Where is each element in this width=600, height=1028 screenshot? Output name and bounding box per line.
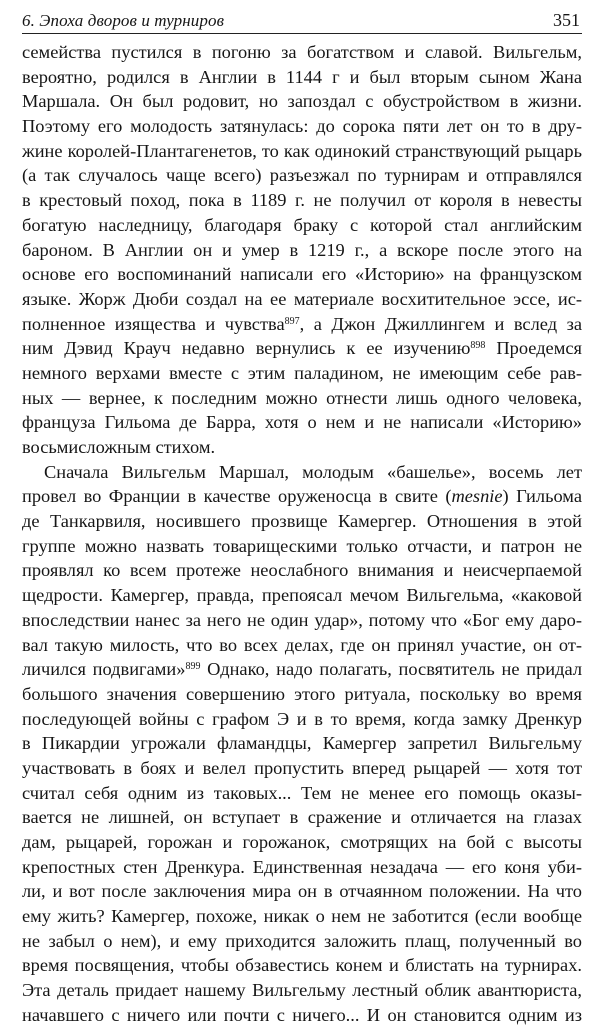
- text-line: [22, 410, 582, 435]
- text-line: [22, 953, 582, 978]
- text-line: [22, 929, 582, 954]
- text-line: [22, 707, 582, 732]
- text-line: [22, 608, 582, 633]
- text-line: [22, 65, 582, 90]
- line-text: де Танкарвиля, носившего прозвище Камергер. Отношения в этой: [22, 511, 582, 532]
- text-line: [22, 460, 582, 485]
- text-line: [22, 978, 582, 1003]
- line-text: вероятно, родился в Англии в 1144 г и был вторым сыном Жана: [22, 66, 582, 87]
- line-text: основе его воспоминаний написали его «Историю» на французском: [22, 264, 582, 285]
- line-text: личился подвигами»: [22, 659, 186, 680]
- line-text: большого значения совершению этого ритуала, поскольку во время: [22, 683, 582, 704]
- text-line: [22, 262, 582, 287]
- text-line: [22, 336, 582, 361]
- footnote-ref[interactable]: 897: [284, 315, 300, 327]
- text-line: [22, 238, 582, 263]
- text-line: [22, 731, 582, 756]
- text-line: [22, 756, 582, 781]
- line-text: вается не лишней, он вступает в сражение и отличается на глазах: [22, 807, 582, 828]
- text-line: [22, 1003, 582, 1028]
- line-text: последующей войны с графом Э и в то время, когда замку Дренкур: [22, 708, 582, 729]
- text-line: [22, 361, 582, 386]
- line-text: дам, рыцарей, горожан и горожанок, смотрящих на бой с высоты: [22, 832, 582, 852]
- text-line: [22, 534, 582, 559]
- line-text: (а так случалось чаще всего) разъезжал по турнирам и отправлялся: [22, 165, 582, 186]
- text-line: [22, 213, 582, 238]
- line-text: ных — вернее, к последним можно отнести лишь одного человека,: [22, 387, 582, 408]
- line-text-continued: Однако, надо полагать, посвятитель не придал: [200, 659, 582, 680]
- text-line: [22, 830, 582, 855]
- line-text: ли, и вот после заключения мира он в отчаянном положении. На что: [22, 881, 582, 902]
- line-text: семейства пустился в погоню за богатством и славой. Вильгельм,: [22, 42, 582, 62]
- line-text: начавшего с ничего или почти с ничего... И он становится одним из: [22, 1004, 582, 1025]
- line-text: время посвящения, чтобы обзавестись конем и блистать на турнирах.: [22, 955, 582, 976]
- line-text: бароном. В Англии он и умер в 1219 г., а вскоре после этого на: [22, 239, 582, 260]
- line-text: впоследствии нанес за него не один удар», потому что «Бог ему даро-: [22, 609, 582, 630]
- line-text: ним Дэвид Крауч недавно вернулись к ее изучению: [22, 338, 471, 359]
- text-line: [22, 139, 582, 164]
- body-text: [22, 40, 582, 1028]
- footnote-ref[interactable]: 899: [185, 661, 201, 673]
- text-line: [22, 633, 582, 658]
- line-text-continued: ) Гильома: [502, 486, 582, 507]
- page-number: 351: [553, 10, 580, 30]
- line-text: языке. Жорж Дюби создал на ее материале восхитительное эссе, ис-: [22, 288, 582, 309]
- line-text: Сначала Вильгельм Маршал, молодым «башелье», восемь лет: [44, 461, 582, 482]
- line-text: провел во Франции в качестве оруженосца в свите (: [22, 486, 452, 507]
- text-line: [22, 386, 582, 411]
- text-line: [22, 89, 582, 114]
- text-line: [22, 287, 582, 312]
- text-line: [22, 40, 582, 65]
- chapter-title: 6. Эпоха дворов и турниров: [22, 11, 225, 30]
- line-text: Поэтому его молодость затянулась: до сорока пяти лет он то в дру-: [22, 116, 582, 137]
- text-line: [22, 781, 582, 806]
- text-line: [22, 855, 582, 880]
- italic-term: mesnie: [451, 486, 503, 507]
- text-line: [22, 114, 582, 139]
- line-text: ему жить? Камергер, похоже, никак о нем не заботится (если вообще: [22, 906, 582, 927]
- line-text: Маршала. Он был родовит, но запоздал с обустройством в жизни.: [22, 91, 582, 112]
- line-text: восьмисложным стихом.: [22, 437, 216, 457]
- line-text: считал себя одним из таковых... Тем не менее его помощь оказы-: [22, 782, 582, 803]
- line-text: француза Гильома де Барра, хотя о нем и не написали «Историю»: [22, 412, 582, 433]
- text-line: [22, 484, 582, 509]
- line-text-continued: Проедемся: [485, 338, 582, 359]
- running-head: [22, 9, 582, 34]
- text-line: [22, 312, 582, 337]
- line-text: немного верхами вместе с этим паладином, не имеющим себе рав-: [22, 362, 582, 383]
- text-line: [22, 188, 582, 213]
- line-text: жине королей-Плантагенетов, то как одинокий странствующий рыцарь: [22, 140, 582, 161]
- text-line: [22, 558, 582, 583]
- line-text: не забыл о нем), и ему приходится заложить плащ, полученный во: [22, 930, 582, 951]
- line-text: Эта деталь придает нашему Вильгельму лестный облик авантюриста,: [22, 980, 582, 1001]
- text-line: [22, 509, 582, 534]
- text-line: [22, 805, 582, 830]
- line-text: в Пикардии угрожали фламандцы, Камергер запретил Вильгельму: [22, 733, 582, 754]
- text-line: [22, 583, 582, 608]
- footnote-ref[interactable]: 898: [470, 340, 486, 352]
- line-text: крепостных стен Дренкура. Единственная незадача — его коня уби-: [22, 856, 582, 877]
- line-text: богатую наследницу, благодаря браку с которой стал английским: [22, 214, 582, 235]
- line-text: в крестовый поход, пока в 1189 г. не получил от короля в невесты: [22, 190, 582, 211]
- line-text: полненное изящества и чувства: [22, 313, 285, 334]
- text-line: [22, 879, 582, 904]
- line-text: участвовать в боях и велел пропустить вперед рыцарей — хотя тот: [22, 757, 582, 778]
- text-line: [22, 682, 582, 707]
- text-line: [22, 657, 582, 682]
- line-text: вал такую милость, что во всех делах, где он принял участие, он от-: [22, 634, 582, 655]
- line-text: щедрости. Камергер, правда, препоясал мечом Вильгельма, «каковой: [22, 585, 582, 606]
- text-line: [22, 904, 582, 929]
- line-text-continued: , а Джон Джиллингем и вслед за: [299, 313, 582, 334]
- text-line: [22, 163, 582, 188]
- line-text: проявлял ко всем протеже неослабного внимания и неисчерпаемой: [22, 560, 582, 581]
- line-text: группе можно назвать товарищескими только отчасти, и патрон не: [22, 535, 582, 556]
- text-line: [22, 435, 582, 460]
